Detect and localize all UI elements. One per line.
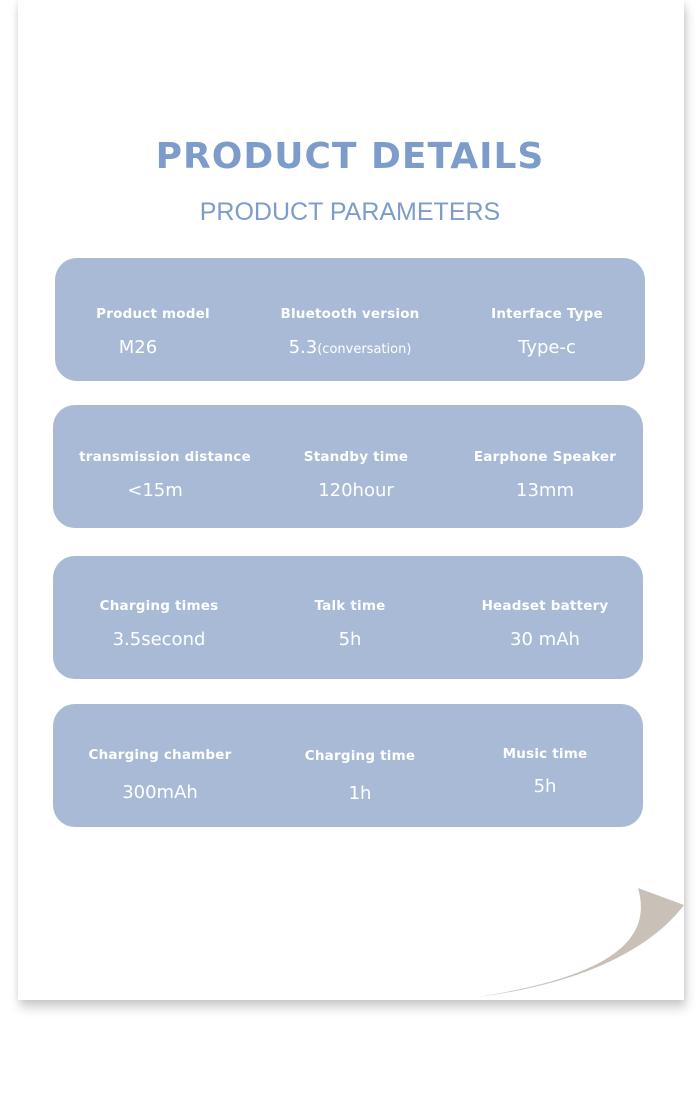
param-label: Product model [96,306,210,322]
params-card-1 [55,258,645,381]
param-value [252,629,448,650]
param-value [25,337,251,358]
param-value-text: 5.3 [288,337,318,358]
param-value-text: <15m [127,480,183,501]
param-value [258,480,454,501]
param-value [62,782,258,803]
param-value-text: 30 mAh [510,629,580,650]
param-label: Charging times [99,598,219,614]
param-earphone-speaker [447,449,643,501]
param-value [449,337,645,358]
param-value-text: 3.5second [112,629,206,650]
param-value [262,783,458,804]
param-charging-time [262,748,458,804]
page-title: PRODUCT DETAILS [155,136,545,177]
param-value-text: Type-c [518,337,576,358]
param-label: Headset battery [481,598,609,614]
param-transmission-distance [67,449,263,501]
param-standby-time [258,449,454,501]
param-value-text: 300mAh [122,782,198,803]
param-charging-times [61,598,257,650]
param-label: Charging time [304,748,416,764]
param-label: Charging chamber [88,747,232,763]
param-value-text: 5h [533,776,557,797]
param-label: Bluetooth version [280,306,420,322]
param-value-text: 5h [338,629,362,650]
param-value-text: M26 [118,337,158,358]
param-label: Music time [502,746,588,762]
param-value [447,480,643,501]
param-value-note: (conversation) [317,342,412,357]
param-value [252,337,448,358]
param-bluetooth-version [252,306,448,358]
page-subtitle: PRODUCT PARAMETERS [199,198,501,226]
param-label: Earphone Speaker [473,449,617,465]
param-value [47,480,263,501]
param-label: Standby time [303,449,409,465]
param-label: Talk time [314,598,386,614]
params-card-2 [53,405,643,528]
param-value-text: 1h [348,783,372,804]
param-value [447,629,643,650]
params-card-3 [53,556,643,679]
param-label: transmission distance [79,449,251,465]
param-value-text: 120hour [318,480,394,501]
params-card-4 [53,704,643,827]
param-interface-type [449,306,645,358]
param-headset-battery [447,598,643,650]
param-product-model [55,306,251,358]
param-talk-time [252,598,448,650]
param-charging-chamber [62,747,258,803]
param-value [61,629,257,650]
param-value-text: 13mm [516,480,574,501]
param-value [447,776,643,797]
param-label: Interface Type [491,306,603,322]
param-music-time [447,746,643,797]
